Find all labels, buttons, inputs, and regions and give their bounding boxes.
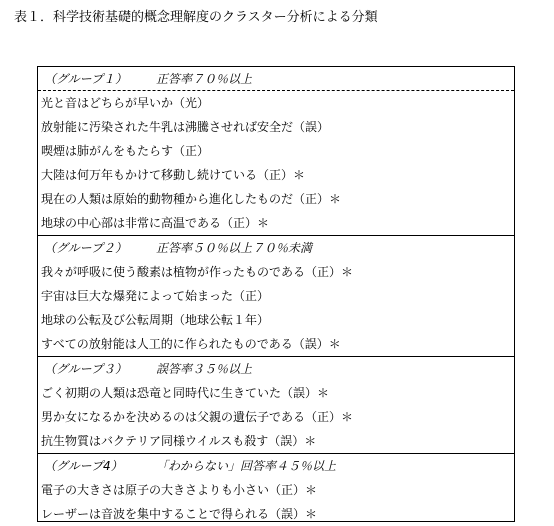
list-item: 喫煙は肺がんをもたらす（正） bbox=[41, 144, 210, 158]
group-label: （グループ4） bbox=[44, 459, 123, 473]
list-item: 大陸は何万年もかけて移動し続けている（正）＊ bbox=[41, 168, 306, 182]
list-item: 地球の公転及び公転周期（地球公転１年） bbox=[41, 313, 270, 327]
list-item: レーザーは音波を集中することで得られる（誤）＊ bbox=[41, 507, 318, 521]
group-4 bbox=[38, 453, 514, 526]
group-1 bbox=[38, 67, 514, 235]
list-item: 放射能に汚染された牛乳は沸騰させれば安全だ（誤） bbox=[41, 120, 330, 134]
group-criterion: 正答率７０％以上 bbox=[156, 72, 253, 86]
group-header bbox=[38, 67, 514, 91]
group-criterion: 誤答率３５％以上 bbox=[156, 362, 253, 376]
group-label: （グループ３） bbox=[44, 362, 128, 376]
group-header bbox=[38, 236, 514, 260]
list-item: 光と音はどちらが早いか（光） bbox=[41, 96, 210, 110]
cluster-table bbox=[37, 66, 515, 522]
group-header bbox=[38, 357, 514, 381]
list-item: 電子の大きさは原子の大きさよりも小さい（正）＊ bbox=[41, 483, 318, 497]
list-item: 現在の人類は原始的動物種から進化したものだ（正）＊ bbox=[41, 192, 342, 206]
group-3 bbox=[38, 356, 514, 453]
table-title: 表１．科学技術基礎的概念理解度のクラスター分析による分類 bbox=[14, 10, 378, 25]
list-item: 宇宙は巨大な爆発によって始まった（正） bbox=[41, 289, 270, 303]
list-item: 地球の中心部は非常に高温である（正）＊ bbox=[41, 216, 270, 230]
group-label: （グループ１） bbox=[44, 72, 128, 86]
group-header bbox=[38, 454, 514, 478]
group-label: （グループ２） bbox=[44, 241, 128, 255]
list-item: ごく初期の人類は恐竜と同時代に生きていた（誤）＊ bbox=[41, 386, 330, 400]
list-item: 抗生物質はバクテリア同様ウイルスも殺す（誤）＊ bbox=[41, 434, 317, 448]
group-criterion: 正答率５０％以上７０％未満 bbox=[156, 241, 313, 255]
list-item: 男か女になるかを決めるのは父親の遺伝子である（正）＊ bbox=[41, 410, 354, 424]
list-item: すべての放射能は人工的に作られたものである（誤）＊ bbox=[41, 337, 341, 351]
list-item: 我々が呼吸に使う酸素は植物が作ったものである（正）＊ bbox=[41, 265, 354, 279]
group-criterion: 「わからない」回答率４５％以上 bbox=[156, 459, 337, 473]
group-2 bbox=[38, 235, 514, 356]
